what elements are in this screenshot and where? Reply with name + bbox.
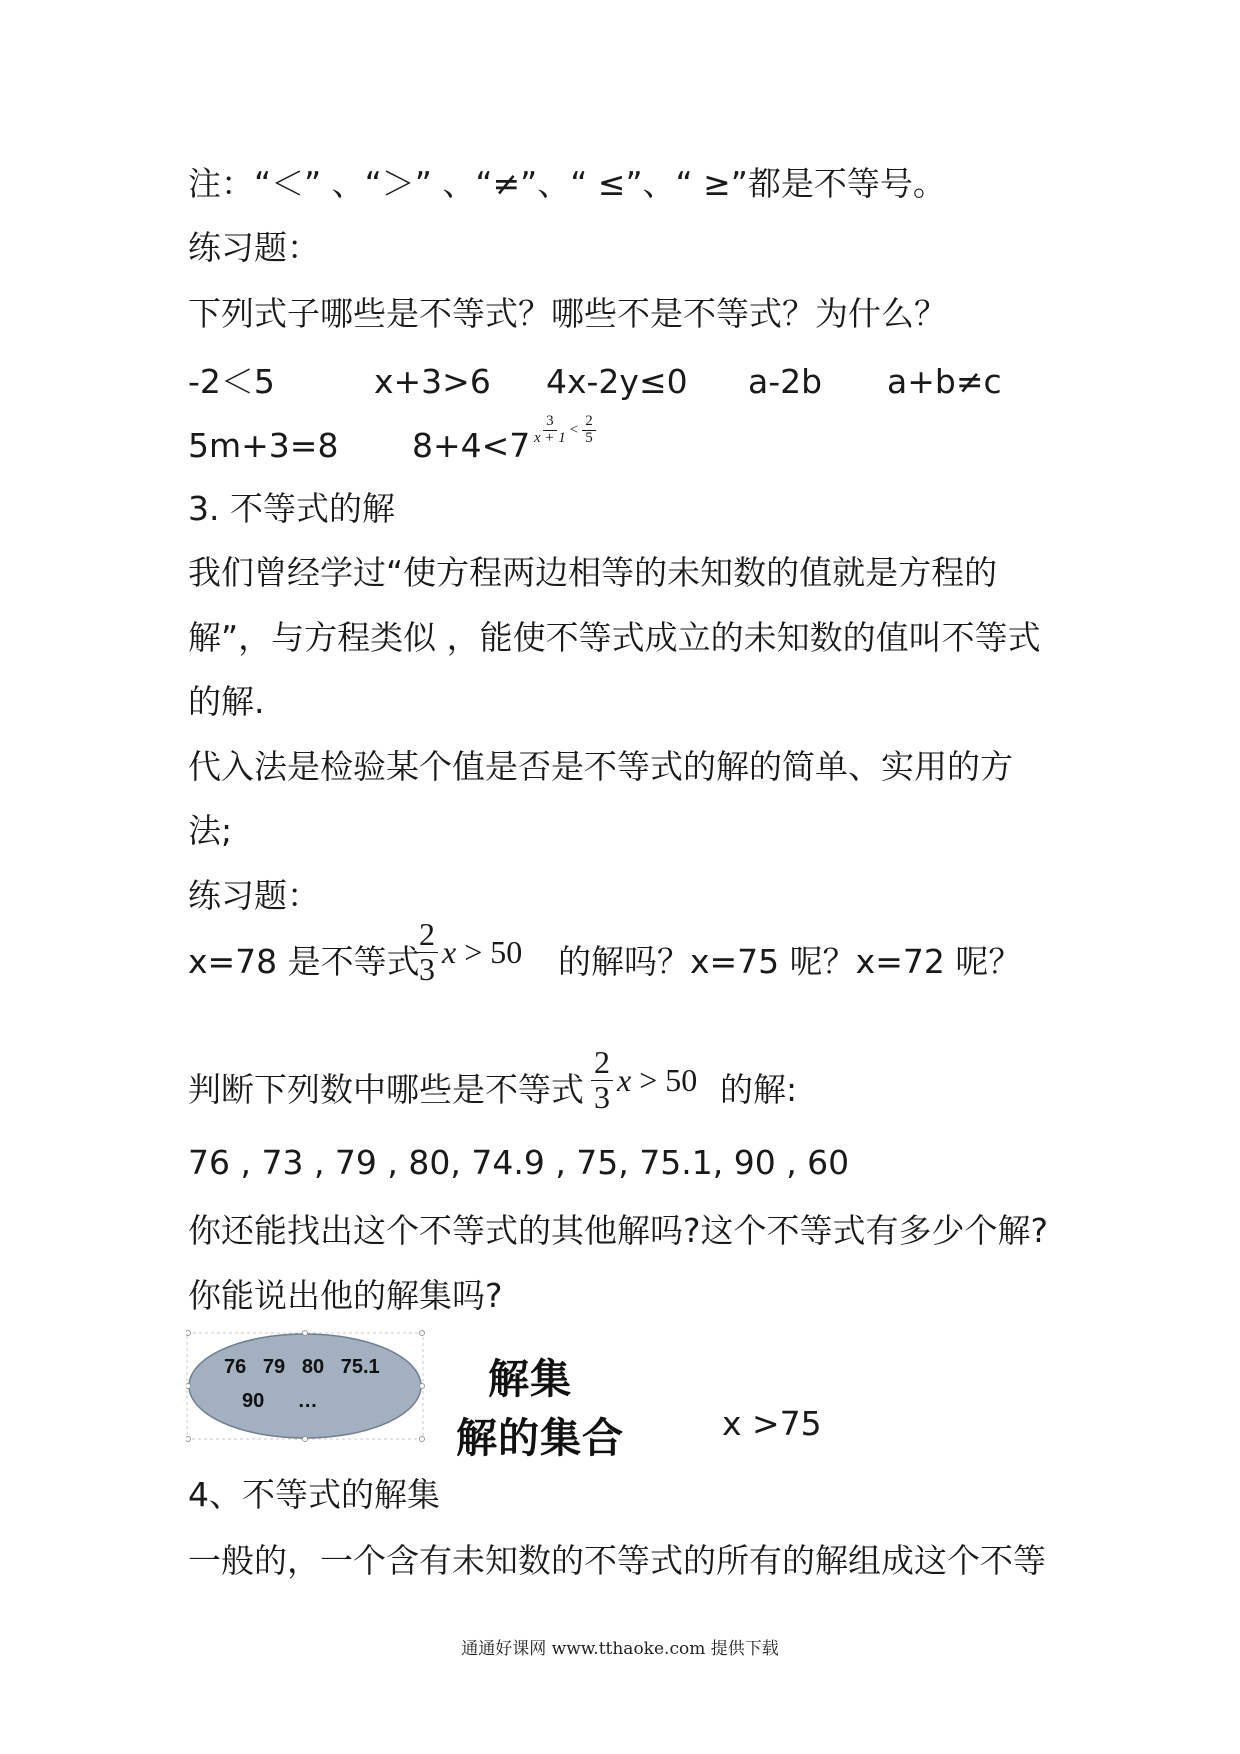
footer-text: 通通好课网 www.tthaoke.com 提供下载 bbox=[461, 1639, 779, 1659]
exercise-1-question: 下列式子哪些是不等式？哪些不是不等式？为什么？ bbox=[188, 294, 947, 333]
solution-set-ellipse bbox=[186, 1330, 426, 1442]
expression-5: a+b≠c bbox=[887, 362, 1002, 401]
formula-2-variable: x bbox=[617, 1061, 632, 1098]
fraction-b-numerator: 2 bbox=[582, 414, 596, 431]
note-text: 注：“＜” 、“＞” 、“≠”、“ ≤”、“ ≥”都是不等号。 bbox=[188, 164, 946, 203]
ellipse-row-2: 90 … bbox=[242, 1390, 318, 1412]
fraction-inequality bbox=[534, 414, 596, 447]
question-1-suffix: 的解吗？x=75 呢？x=72 呢？ bbox=[558, 942, 1022, 981]
solution-set-subtitle: 解的集合 bbox=[456, 1414, 624, 1462]
paragraph-1-line-2: 解”，与方程类似 ，能使不等式成立的未知数的值叫不等式 bbox=[188, 618, 1041, 657]
formula-1 bbox=[416, 918, 522, 986]
section-3-title: 3. 不等式的解 bbox=[188, 489, 395, 528]
solution-set-title: 解集 bbox=[488, 1355, 572, 1403]
expression-1: -2＜5 bbox=[188, 362, 275, 401]
ellipse-row-1: 76 79 80 75.1 bbox=[224, 1356, 380, 1378]
formula-2-relation: > 50 bbox=[631, 1061, 698, 1098]
formula-2-numerator: 2 bbox=[591, 1046, 613, 1081]
expression-4: a-2b bbox=[748, 362, 823, 401]
formula-1-denominator: 3 bbox=[419, 950, 435, 987]
paragraph-2-line-2: 法; bbox=[188, 811, 233, 850]
expression-3: 4x-2y≤0 bbox=[546, 362, 688, 401]
question-2-suffix: 的解: bbox=[720, 1070, 798, 1109]
exercise-1-label: 练习题： bbox=[188, 228, 320, 267]
formula-2-denominator: 3 bbox=[594, 1078, 610, 1115]
expression-2: x+3>6 bbox=[374, 362, 491, 401]
ellipse-graphic bbox=[186, 1330, 426, 1442]
fraction-a-relation: < bbox=[569, 421, 579, 438]
paragraph-3-line-1: 一般的，一个含有未知数的不等式的所有的解组成这个不等 bbox=[188, 1541, 1046, 1580]
formula-2 bbox=[591, 1046, 697, 1114]
exercise-2-label: 练习题： bbox=[188, 876, 320, 915]
paragraph-1-line-3: 的解. bbox=[188, 682, 265, 721]
section-4-title: 4、不等式的解集 bbox=[188, 1475, 440, 1514]
question-4: 你能说出他的解集吗? bbox=[188, 1276, 503, 1315]
expression-7: 8+4<7 bbox=[412, 426, 531, 465]
formula-1-numerator: 2 bbox=[416, 918, 438, 953]
formula-1-relation: > 50 bbox=[456, 933, 523, 970]
fraction-a-denominator: x + 1 bbox=[534, 429, 566, 446]
paragraph-2-line-1: 代入法是检验某个值是否是不等式的解的简单、实用的方 bbox=[188, 747, 1013, 786]
number-list: 76 , 73 , 79 , 80, 74.9 , 75, 75.1, 90 , 60 bbox=[188, 1143, 850, 1182]
expression-6: 5m+3=8 bbox=[188, 426, 339, 465]
question-3: 你还能找出这个不等式的其他解吗?这个不等式有多少个解? bbox=[188, 1211, 1049, 1250]
question-1-prefix: x=78 是不等式 bbox=[188, 942, 420, 981]
solution-set-answer: x >75 bbox=[722, 1404, 822, 1443]
fraction-a-numerator: 3 bbox=[543, 414, 557, 431]
formula-1-variable: x bbox=[442, 933, 457, 970]
paragraph-1-line-1: 我们曾经学过“使方程两边相等的未知数的值就是方程的 bbox=[188, 553, 998, 592]
fraction-b-denominator: 5 bbox=[585, 429, 593, 446]
question-2-prefix: 判断下列数中哪些是不等式 bbox=[188, 1070, 584, 1109]
